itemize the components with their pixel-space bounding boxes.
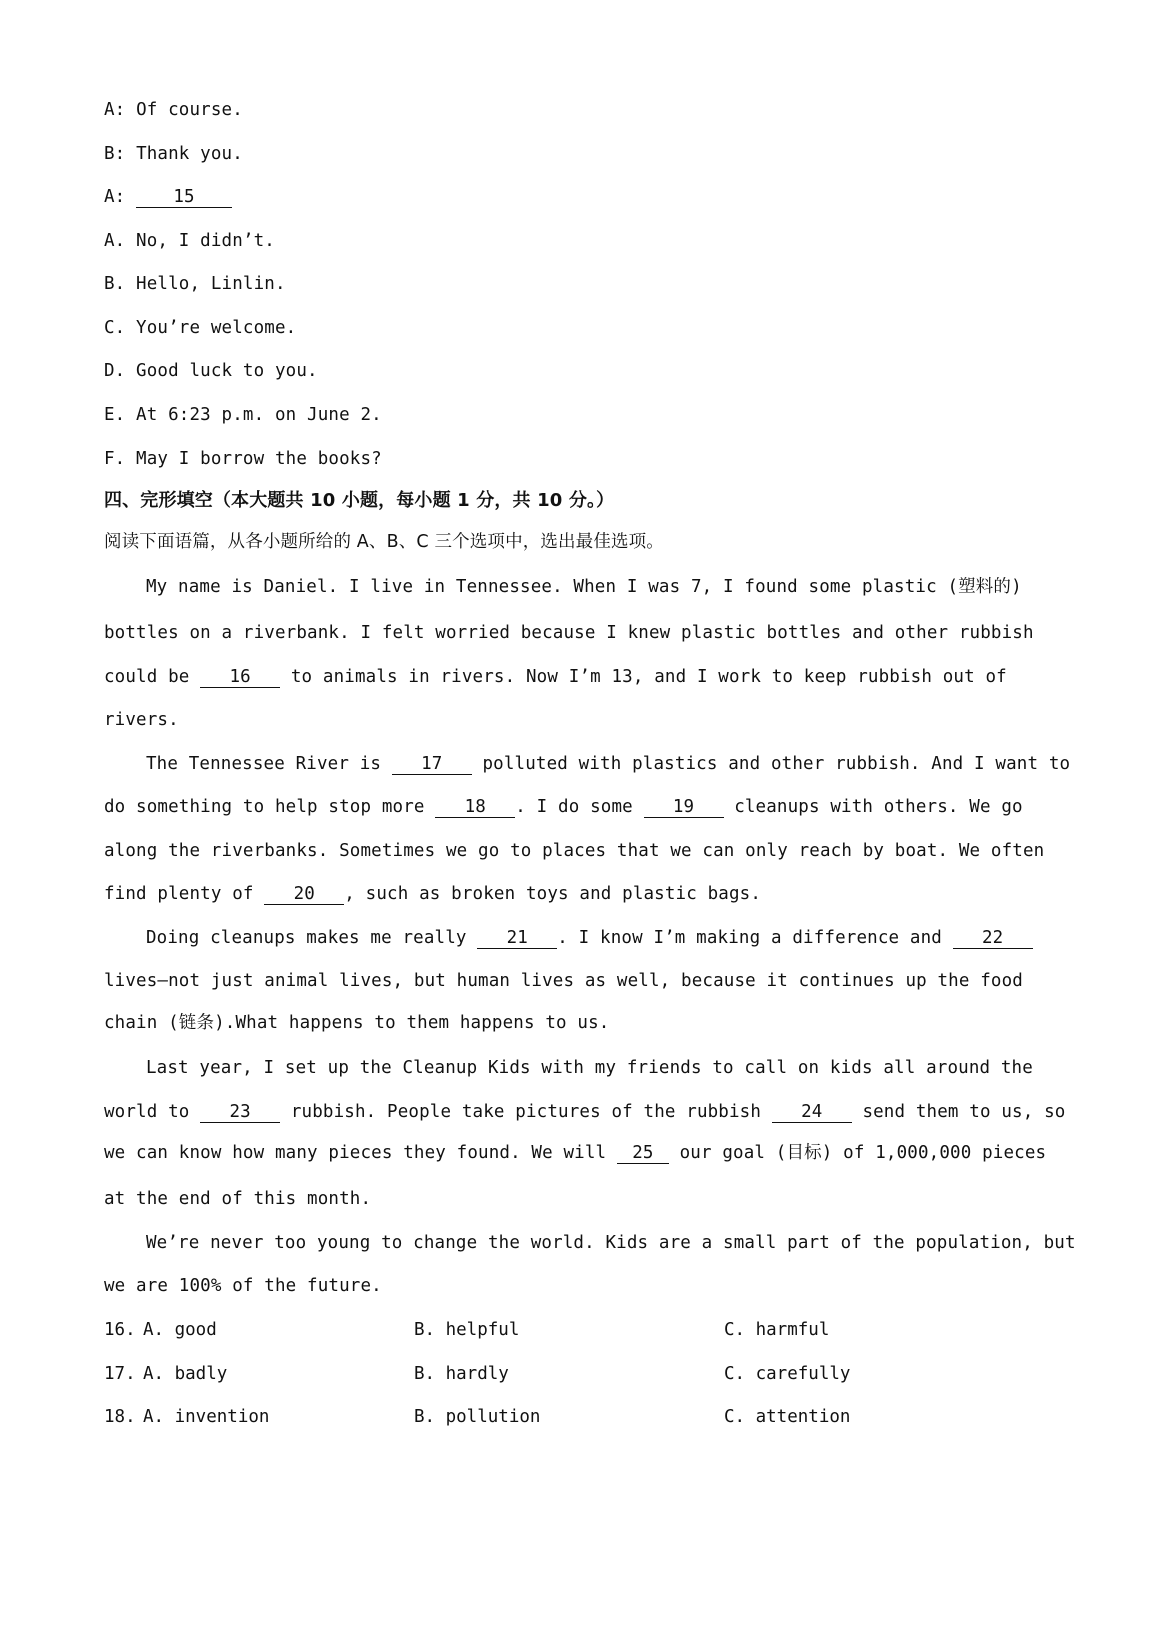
answer-blank-19[interactable]: 19 <box>644 797 724 818</box>
passage-line: at the end of this month. <box>104 1189 372 1209</box>
passage-text: send them to us, so <box>862 1102 1066 1122</box>
passage-text: . I do some <box>515 797 633 817</box>
passage-line: My name is Daniel. I live in Tennessee. When I was 7, I found some plastic (塑料的) <box>146 577 1022 597</box>
passage-text: our goal (目标) of 1,000,000 pieces <box>679 1143 1047 1163</box>
passage-text: , such as broken toys and plastic bags. <box>344 884 762 904</box>
speaker-label: A: <box>104 100 126 120</box>
option-b: B. Hello, Linlin. <box>104 274 286 294</box>
dialogue-text: Of course. <box>136 100 243 120</box>
passage-text: could be <box>104 667 190 687</box>
choice-c[interactable]: C. carefully <box>724 1364 851 1384</box>
question-number: 18. <box>104 1407 136 1427</box>
passage-line <box>104 882 1064 906</box>
passage-line: chain (链条).What happens to them happens to us. <box>104 1013 610 1033</box>
section-title: 四、完形填空（本大题共 10 小题，每小题 1 分，共 10 分。） <box>104 490 615 511</box>
passage-line: rivers. <box>104 710 179 730</box>
answer-blank-23[interactable]: 23 <box>200 1102 280 1123</box>
passage-line <box>104 795 1064 819</box>
passage-text: do something to help stop more <box>104 797 425 817</box>
question-number: 16. <box>104 1320 136 1340</box>
speaker-label: B: <box>104 144 126 164</box>
passage-text: cleanups with others. We go <box>734 797 1023 817</box>
answer-blank-21[interactable]: 21 <box>477 928 557 949</box>
choice-a[interactable]: A. invention <box>143 1407 270 1427</box>
option-e: E. At 6:23 p.m. on June 2. <box>104 405 382 425</box>
passage-line <box>146 926 1106 950</box>
passage-text: we can know how many pieces they found. We will <box>104 1143 607 1163</box>
passage-text: world to <box>104 1102 190 1122</box>
passage-line: lives—not just animal lives, but human lives as well, because it continues up the food <box>104 971 1023 991</box>
choice-a[interactable]: A. badly <box>143 1364 228 1384</box>
passage-text: Doing cleanups makes me really <box>146 928 467 948</box>
choice-c[interactable]: C. harmful <box>724 1320 830 1340</box>
passage-line: Last year, I set up the Cleanup Kids with my friends to call on kids all around the <box>146 1058 1033 1078</box>
dialogue-line <box>104 142 1064 166</box>
option-d: D. Good luck to you. <box>104 361 318 381</box>
question-number: 17. <box>104 1364 136 1384</box>
passage-line: we are 100% of the future. <box>104 1276 382 1296</box>
choice-b[interactable]: B. hardly <box>414 1364 509 1384</box>
passage-text: to animals in rivers. Now I’m 13, and I work to keep rubbish out of <box>290 667 1007 687</box>
answer-blank-24[interactable]: 24 <box>772 1102 852 1123</box>
choice-a[interactable]: A. good <box>143 1320 217 1340</box>
choice-b[interactable]: B. pollution <box>414 1407 541 1427</box>
choice-c[interactable]: C. attention <box>724 1407 851 1427</box>
choice-b[interactable]: B. helpful <box>414 1320 520 1340</box>
answer-blank-22[interactable]: 22 <box>953 928 1033 949</box>
answer-blank-17[interactable]: 17 <box>392 754 472 775</box>
passage-line <box>104 1100 1064 1124</box>
passage-line: We’re never too young to change the world. Kids are a small part of the population, but <box>146 1233 1076 1253</box>
option-a: A. No, I didn’t. <box>104 231 275 251</box>
passage-text: The Tennessee River is <box>146 754 382 774</box>
option-f: F. May I borrow the books? <box>104 449 382 469</box>
passage-text: polluted with plastics and other rubbish. And I want to <box>482 754 1071 774</box>
answer-blank-18[interactable]: 18 <box>435 797 515 818</box>
answer-blank-15[interactable]: 15 <box>136 187 232 208</box>
dialogue-line <box>104 185 1064 209</box>
passage-line <box>146 752 1106 776</box>
passage-line <box>104 665 1064 689</box>
answer-blank-16[interactable]: 16 <box>200 667 280 688</box>
passage-text: find plenty of <box>104 884 254 904</box>
dialogue-line <box>104 98 1064 122</box>
dialogue-text: Thank you. <box>136 144 243 164</box>
speaker-label: A: <box>104 187 126 207</box>
answer-blank-25[interactable]: 25 <box>617 1143 669 1164</box>
passage-line: along the riverbanks. Sometimes we go to places that we can only reach by boat. We often <box>104 841 1045 861</box>
option-c: C. You’re welcome. <box>104 318 297 338</box>
passage-text: rubbish. People take pictures of the rubbish <box>290 1102 762 1122</box>
passage-line <box>104 1141 1064 1165</box>
answer-blank-20[interactable]: 20 <box>264 884 344 905</box>
section-instruction: 阅读下面语篇，从各小题所给的 A、B、C 三个选项中，选出最佳选项。 <box>104 532 664 552</box>
passage-line: bottles on a riverbank. I felt worried because I knew plastic bottles and other rubbish <box>104 623 1034 643</box>
passage-text: . I know I’m making a difference and <box>557 928 942 948</box>
